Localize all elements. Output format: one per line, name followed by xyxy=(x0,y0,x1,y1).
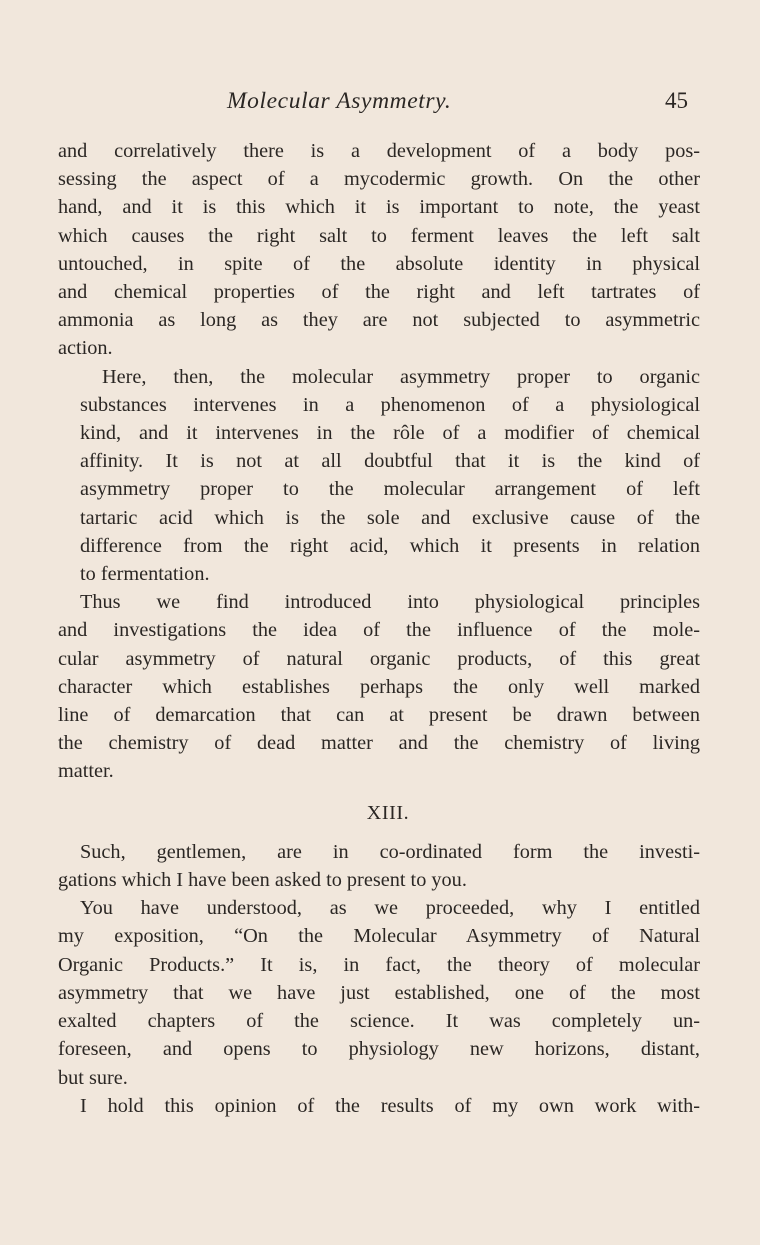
text-line: and investigations the idea of the influence of the mole- xyxy=(58,619,700,642)
text-line: kind, and it intervenes in the rôle of a modifier of chemical xyxy=(80,422,700,445)
text-line: line of demarcation that can at present be drawn between xyxy=(58,704,700,727)
text-line: to fermentation. xyxy=(80,563,210,586)
text-line: hand, and it is this which it is important to note, the yeast xyxy=(58,196,700,219)
text-line: and correlatively there is a development of a body pos- xyxy=(58,140,700,162)
text-line: substances intervenes in a phenomenon of a physiological xyxy=(80,393,700,416)
paragraph-1 xyxy=(58,137,700,363)
text-line: difference from the right acid, which it presents in relation xyxy=(80,534,700,557)
text-line: matter. xyxy=(58,760,114,783)
body-text xyxy=(58,137,700,1120)
paragraph-2 xyxy=(58,363,700,589)
text-line: ammonia as long as they are not subjected to asymmetric xyxy=(58,309,700,332)
page-number: 45 xyxy=(665,88,688,113)
text-line: affinity. It is not at all doubtful that it is the kind of xyxy=(80,450,700,473)
running-title: Molecular Asymmetry. xyxy=(227,88,452,114)
text-line: asymmetry proper to the molecular arrangement of left xyxy=(80,478,700,501)
text-line: exalted chapters of the science. It was completely un- xyxy=(58,1010,700,1033)
text-line: character which establishes perhaps the only well marked xyxy=(58,675,700,698)
text-line: which causes the right salt to ferment leaves the left salt xyxy=(58,224,700,247)
text-line: and chemical properties of the right and left tartrates of xyxy=(58,281,700,304)
text-line: asymmetry that we have just established, one of the most xyxy=(58,981,700,1004)
text-line: tartaric acid which is the sole and exclusive cause of the xyxy=(80,506,700,529)
text-line: Organic Products.” It is, in fact, the theory of molecular xyxy=(58,953,700,976)
text-line: Such, gentlemen, are in co-ordinated form the investi- xyxy=(80,840,700,863)
text-line: I hold this opinion of the results of my own work with- xyxy=(80,1094,700,1117)
paragraph-4 xyxy=(58,838,700,894)
text-line: but sure. xyxy=(58,1066,128,1089)
text-line: cular asymmetry of natural organic products, of this great xyxy=(58,647,700,670)
text-line: Thus we find introduced into physiological principles xyxy=(80,591,700,614)
running-head xyxy=(60,88,700,122)
text-line: You have understood, as we proceeded, why I entitled xyxy=(80,897,700,920)
text-line: sessing the aspect of a mycodermic growth. On the other xyxy=(58,168,700,191)
text-line: gations which I have been asked to present to you. xyxy=(58,869,467,892)
paragraph-5 xyxy=(58,894,700,1091)
text-line: foreseen, and opens to physiology new horizons, distant, xyxy=(58,1038,700,1061)
text-line: action. xyxy=(58,337,113,360)
paragraph-6 xyxy=(58,1092,700,1120)
text-line: Here, then, the molecular asymmetry proper to organic xyxy=(102,365,700,388)
section-heading: XIII. xyxy=(366,801,410,824)
text-line: the chemistry of dead matter and the chemistry of living xyxy=(58,732,700,755)
text-line: my exposition, “On the Molecular Asymmetry of Natural xyxy=(58,925,700,948)
paragraph-3 xyxy=(58,588,700,785)
text-line: untouched, in spite of the absolute identity in physical xyxy=(58,252,700,275)
